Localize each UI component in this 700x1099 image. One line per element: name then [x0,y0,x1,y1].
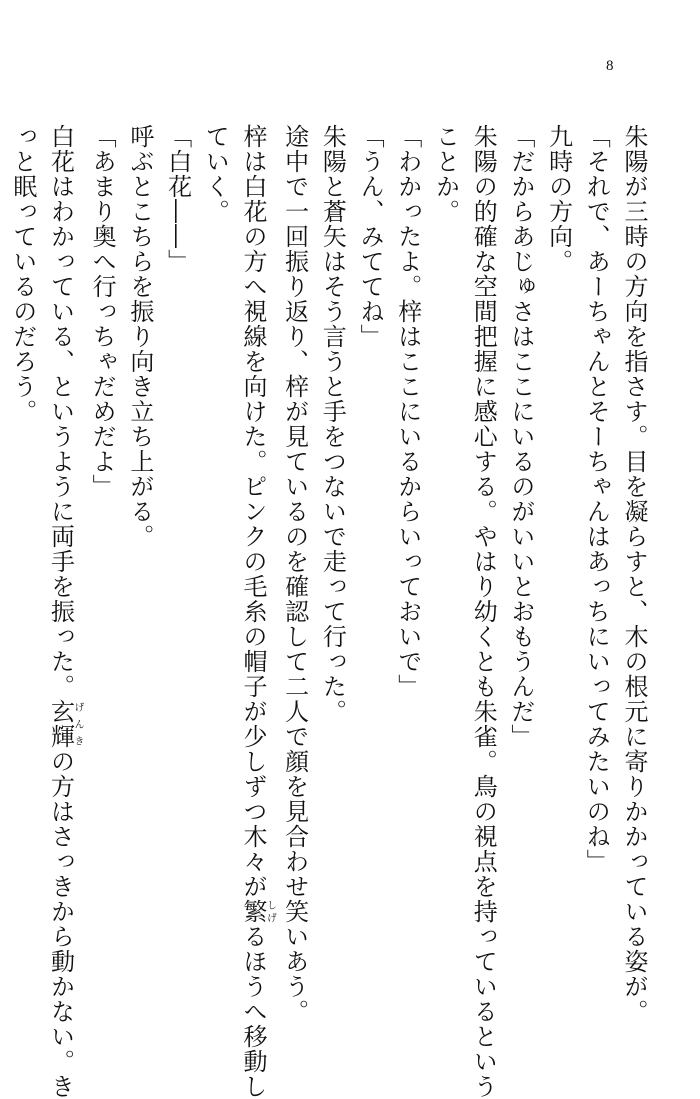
text-line: 九時の方向。 [544,124,573,274]
text-line: 呼ぶとこちらを振り向き立ち上がる。 [125,124,154,549]
ruby-annotation: 繁しげ [238,899,276,924]
text-line: 「白花――」 [163,124,192,274]
text-line: ていく。 [201,124,230,224]
page-number: 8 [606,58,614,74]
text-line: ことか。 [431,124,460,224]
text-line: 「わかったよ。梓はここにいるからいっておいで」 [393,124,422,699]
text-line: 「それで、あーちゃんとそーちゃんはあっちにいってみたいのね」 [582,124,611,874]
ruby-annotation: 玄輝げんき [46,699,83,749]
text-line: 「あまり奥へ行っちゃだめだよ」 [88,124,117,499]
novel-text-block [3,124,652,1099]
text-line: 「うん、みててね」 [356,124,385,349]
text-line: 朱陽の的確な空間把握に感心する。やはり幼くとも朱雀。鳥の視点を持っているという [469,124,498,1099]
text-line: 「だからあじゅさはここにいるのがいいとおもうんだ」 [506,124,535,749]
text-line: 梓は白花の方へ視線を向けた。ピンクの毛糸の帽子が少しずつ木々が繁しげるほうへ移動し [238,124,276,1099]
text-line: 途中で一回振り返り、梓が見ているのを確認して二人で顔を見合わせ笑いあう。 [280,124,309,1024]
text-line: 白花はわかっている、というように両手を振った。玄輝げんきの方はさっきから動かない。き [46,124,83,1099]
text-line: っと眠っているのだろう。 [8,124,37,424]
text-line: 朱陽が三時の方向を指さす。目を凝らすと、木の根元に寄りかかっている姿が。 [620,124,648,1024]
text-line: 朱陽と蒼矢はそう言うと手をつないで走って行った。 [318,124,347,724]
